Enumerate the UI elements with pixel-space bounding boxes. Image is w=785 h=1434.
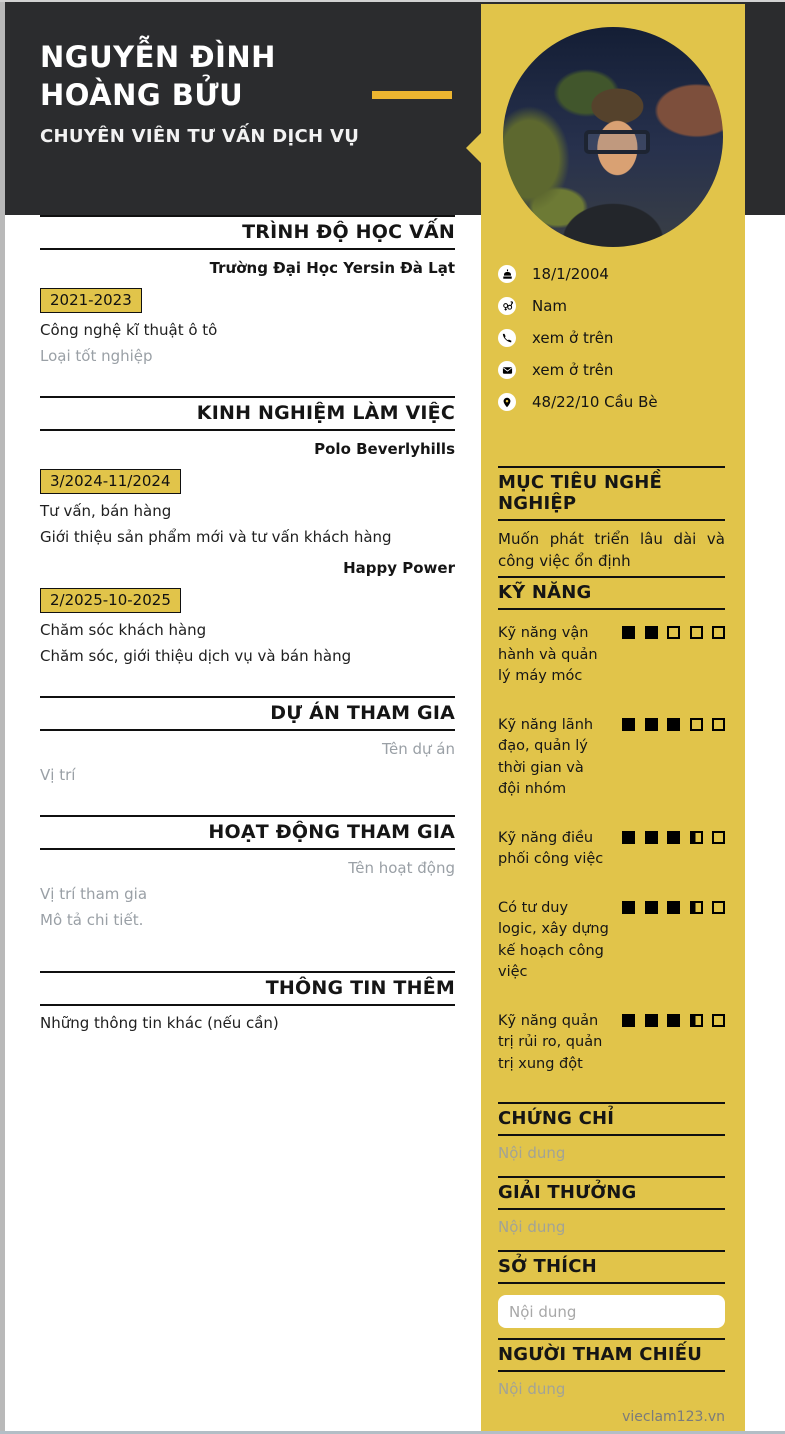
skill-label[interactable]: Có tư duy logic, xây dựng kế hoạch công việc (498, 899, 609, 980)
skill-level-square[interactable] (667, 718, 680, 731)
section-awards (498, 1176, 725, 1236)
watermark: vieclam123.vn (622, 1409, 725, 1425)
info-row-gender[interactable] (498, 290, 725, 322)
email-value: xem ở trên (532, 361, 614, 379)
activity-name-field[interactable]: Tên hoạt động (348, 859, 455, 877)
location-pin-icon (498, 393, 516, 411)
birthday-cake-icon (498, 265, 516, 283)
job-description[interactable]: Giới thiệu sản phẩm mới và tư vấn khách hàng (40, 528, 392, 546)
info-row-phone[interactable] (498, 322, 725, 354)
skill-label[interactable]: Kỹ năng vận hành và quản lý máy móc (498, 625, 598, 684)
skill-level-square[interactable] (690, 1014, 703, 1027)
skill-rating[interactable] (622, 1014, 725, 1076)
email-icon (498, 361, 516, 379)
certificates-title: CHỨNG CHỈ (498, 1102, 725, 1136)
job-position[interactable]: Tư vấn, bán hàng (40, 502, 172, 520)
additional-info-title: THÔNG TIN THÊM (40, 971, 455, 1006)
section-references (498, 1338, 725, 1398)
section-hobbies (498, 1250, 725, 1328)
activity-description-field[interactable]: Mô tả chi tiết. (40, 911, 144, 929)
skill-item (498, 898, 725, 984)
education-title: TRÌNH ĐỘ HỌC VẤN (40, 215, 455, 250)
project-name-field[interactable]: Tên dự án (381, 740, 455, 758)
activity-position-field[interactable]: Vị trí tham gia (40, 885, 148, 903)
skill-label[interactable]: Kỹ năng điều phối công việc (498, 829, 604, 867)
section-skills (498, 576, 725, 1075)
job-description[interactable]: Chăm sóc, giới thiệu dịch vụ và bán hàng (40, 647, 352, 665)
sidebar-arrow (466, 133, 481, 163)
skill-rating[interactable] (622, 626, 725, 688)
skill-level-square[interactable] (645, 1014, 658, 1027)
phone-value: xem ở trên (532, 329, 614, 347)
skill-level-square[interactable] (712, 831, 725, 844)
sidebar-content (498, 258, 725, 1398)
projects-title: DỰ ÁN THAM GIA (40, 696, 455, 731)
skill-label[interactable]: Kỹ năng lãnh đạo, quản lý thời gian và đội nhóm (498, 716, 594, 797)
education-school[interactable]: Trường Đại Học Yersin Đà Lạt (209, 259, 455, 277)
section-objective (498, 466, 725, 572)
skill-level-square[interactable] (622, 901, 635, 914)
skill-level-square[interactable] (667, 901, 680, 914)
project-position-field[interactable]: Vị trí (40, 766, 76, 784)
skill-rating[interactable] (622, 901, 725, 984)
certificates-field[interactable]: Nội dung (498, 1144, 566, 1162)
experience-title: KINH NGHIỆM LÀM VIỆC (40, 396, 455, 431)
skill-level-square[interactable] (712, 626, 725, 639)
skill-level-square[interactable] (690, 831, 703, 844)
education-period-badge[interactable]: 2021-2023 (40, 288, 142, 313)
job-period-badge[interactable]: 2/2025-10-2025 (40, 588, 181, 613)
hobbies-input[interactable] (498, 1295, 725, 1328)
skill-level-square[interactable] (690, 626, 703, 639)
skill-level-square[interactable] (667, 626, 680, 639)
experience-job (40, 440, 455, 546)
candidate-name[interactable] (40, 38, 276, 114)
skill-level-square[interactable] (645, 626, 658, 639)
skill-level-square[interactable] (667, 1014, 680, 1027)
job-position[interactable]: Chăm sóc khách hàng (40, 621, 207, 639)
page-left-border (0, 0, 5, 1434)
skill-item (498, 623, 725, 688)
candidate-name-line1: NGUYỄN ĐÌNH (40, 40, 276, 74)
gender-value: Nam (532, 297, 568, 315)
accent-bar (372, 91, 452, 99)
candidate-name-line2: HOÀNG BỬU (40, 78, 244, 112)
avatar[interactable] (503, 27, 723, 247)
references-field[interactable]: Nội dung (498, 1380, 566, 1398)
section-education (40, 215, 455, 396)
hobbies-title: SỞ THÍCH (498, 1250, 725, 1284)
section-activities (40, 815, 455, 971)
experience-job (40, 559, 455, 665)
section-experience (40, 396, 455, 696)
skill-level-square[interactable] (712, 718, 725, 731)
skill-level-square[interactable] (622, 1014, 635, 1027)
skill-label[interactable]: Kỹ năng quản trị rủi ro, quản trị xung đột (498, 1012, 603, 1072)
info-row-address[interactable] (498, 386, 725, 418)
info-row-birthday[interactable] (498, 258, 725, 290)
skill-level-square[interactable] (645, 718, 658, 731)
personal-info-list (498, 258, 725, 418)
additional-info-content[interactable]: Những thông tin khác (nếu cần) (40, 1014, 279, 1032)
skill-rating[interactable] (622, 718, 725, 801)
skill-item (498, 828, 725, 871)
skill-rating[interactable] (622, 831, 725, 871)
phone-icon (498, 329, 516, 347)
skills-title: KỸ NĂNG (498, 576, 725, 610)
info-row-email[interactable] (498, 354, 725, 386)
section-certificates (498, 1102, 725, 1162)
skills-list (498, 623, 725, 1075)
objective-title: MỤC TIÊU NGHỀ NGHIỆP (498, 466, 725, 521)
skill-item (498, 715, 725, 801)
main-column (40, 215, 455, 1032)
activities-title: HOẠT ĐỘNG THAM GIA (40, 815, 455, 850)
skill-level-square[interactable] (712, 901, 725, 914)
section-projects (40, 696, 455, 815)
job-company[interactable]: Polo Beverlyhills (314, 440, 455, 458)
references-title: NGƯỜI THAM CHIẾU (498, 1338, 725, 1372)
skill-level-square[interactable] (622, 831, 635, 844)
address-value: 48/22/10 Cầu Bè (532, 393, 658, 411)
skill-level-square[interactable] (645, 901, 658, 914)
education-grade-field[interactable]: Loại tốt nghiệp (40, 347, 153, 365)
objective-content[interactable]: Muốn phát triển lâu dài và công việc ổn định (498, 530, 725, 570)
job-period-badge[interactable]: 3/2024-11/2024 (40, 469, 181, 494)
candidate-job-title[interactable]: CHUYÊN VIÊN TƯ VẤN DỊCH VỤ (40, 126, 360, 147)
skill-level-square[interactable] (712, 1014, 725, 1027)
skill-level-square[interactable] (622, 718, 635, 731)
skill-level-square[interactable] (690, 718, 703, 731)
skill-item (498, 1011, 725, 1076)
education-major[interactable]: Công nghệ kĩ thuật ô tô (40, 321, 218, 339)
awards-title: GIẢI THƯỞNG (498, 1176, 725, 1210)
skill-level-square[interactable] (667, 831, 680, 844)
gender-icon (498, 297, 516, 315)
section-additional-info (40, 971, 455, 1032)
job-company[interactable]: Happy Power (343, 559, 455, 577)
birthday-value: 18/1/2004 (532, 265, 609, 283)
skill-level-square[interactable] (690, 901, 703, 914)
skill-level-square[interactable] (645, 831, 658, 844)
sidebar (481, 4, 745, 1431)
awards-field[interactable]: Nội dung (498, 1218, 566, 1236)
skill-level-square[interactable] (622, 626, 635, 639)
